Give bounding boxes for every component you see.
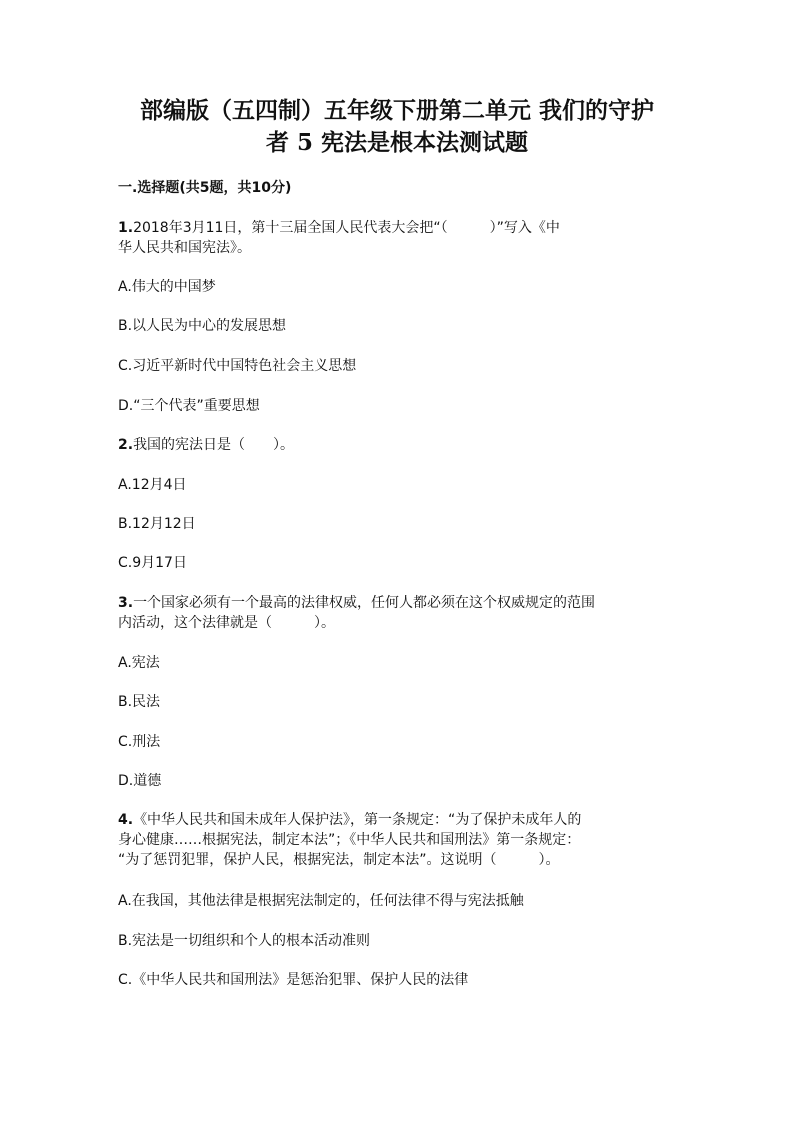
- question-2-option-c: C.9月17日: [118, 555, 187, 571]
- question-1-text-1: 2018年3月11日，第十三届全国人民代表大会把“（ ）”写入《中: [133, 220, 560, 236]
- question-4-line-3: “为了惩罚犯罪，保护人民，根据宪法，制定本法”。这说明（ ）。: [118, 852, 560, 868]
- question-4-stem: [118, 810, 664, 870]
- question-2-number: 2.: [118, 437, 134, 453]
- question-4-text-1: 《中华人民共和国未成年人保护法》，第一条规定：“为了保护未成年人的: [133, 812, 582, 828]
- question-3-option-d: D.道德: [118, 773, 162, 789]
- document-title-line-1: 部编版（五四制）五年级下册第二单元 我们的守护: [139, 97, 654, 124]
- question-3-number: 3.: [118, 595, 134, 611]
- question-4-option-a: A.在我国，其他法律是根据宪法制定的，任何法律不得与宪法抵触: [118, 893, 524, 909]
- question-2-option-a: A.12月4日: [118, 477, 187, 493]
- question-3-line-2: 内活动，这个法律就是（ ）。: [118, 615, 335, 631]
- question-2-stem: [118, 435, 664, 455]
- question-1-line-2: 华人民共和国宪法》。: [118, 240, 251, 256]
- question-1-option-c: C.习近平新时代中国特色社会主义思想: [118, 358, 357, 374]
- question-2-option-b: B.12月12日: [118, 516, 196, 532]
- question-1-option-b: B.以人民为中心的发展思想: [118, 318, 287, 334]
- question-1-option-d: D.“三个代表”重要思想: [118, 398, 260, 414]
- question-4-option-b: B.宪法是一切组织和个人的根本活动准则: [118, 933, 371, 949]
- question-4-line-1: [118, 810, 664, 830]
- question-1-line-1: [118, 218, 664, 238]
- question-3-option-a: A.宪法: [118, 655, 160, 671]
- question-4-number: 4.: [118, 812, 134, 828]
- section-heading: 一.选择题(共5题，共10分): [118, 180, 292, 196]
- question-3-option-c: C.刑法: [118, 734, 161, 750]
- question-1-option-a: A.伟大的中国梦: [118, 279, 216, 295]
- question-3-option-b: B.民法: [118, 694, 161, 710]
- question-2-text-1: 我国的宪法日是（ ）。: [133, 437, 295, 453]
- question-1-number: 1.: [118, 220, 134, 236]
- document-title-line-2: 者 5 宪法是根本法测试题: [265, 129, 529, 156]
- question-3-stem: [118, 593, 664, 633]
- question-3-text-1: 一个国家必须有一个最高的法律权威，任何人都必须在这个权威规定的范围: [133, 595, 596, 611]
- question-4-option-c: C.《中华人民共和国刑法》是惩治犯罪、保护人民的法律: [118, 972, 469, 988]
- question-4-line-2: 身心健康……根据宪法，制定本法”；《中华人民共和国刑法》第一条规定：: [118, 832, 581, 848]
- question-3-line-1: [118, 593, 664, 613]
- question-2-line-1: [118, 435, 664, 455]
- question-1-stem: [118, 218, 664, 258]
